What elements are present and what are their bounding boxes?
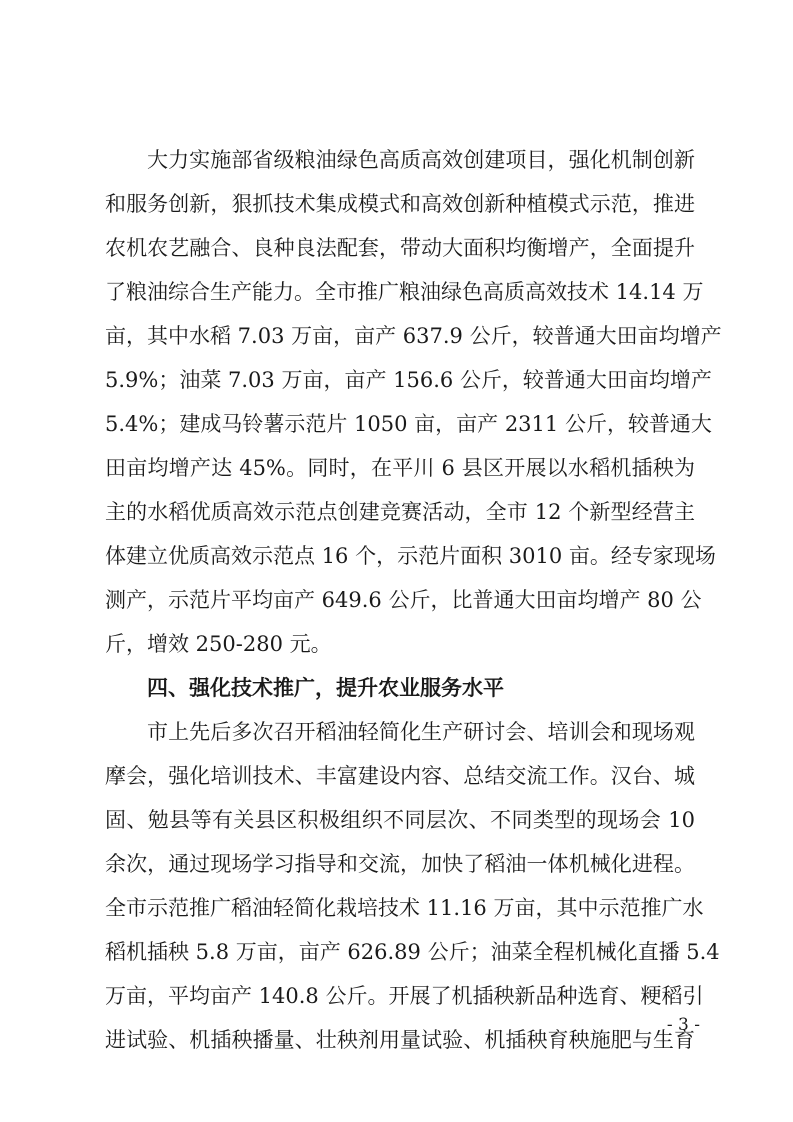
paragraph-line: 测产，示范片平均亩产 649.6 公斤，比普通大田亩均增产 80 公 — [105, 588, 702, 612]
paragraph-line: 了粮油综合生产能力。全市推广粮油绿色高质高效技术 14.14 万 — [105, 280, 704, 304]
paragraph-line: 余次，通过现场学习指导和交流，加快了稻油一体机械化进程。 — [105, 852, 695, 876]
paragraph-line: 进试验、机插秧播量、壮秧剂用量试验、机插秧育秧施肥与生育 — [105, 1028, 695, 1052]
paragraph-line: 万亩，平均亩产 140.8 公斤。开展了机插秧新品种选育、粳稻引 — [105, 984, 704, 1008]
paragraph-line: 5.4%；建成马铃薯示范片 1050 亩，亩产 2311 公斤，较普通大 — [105, 412, 712, 436]
section-heading: 四、强化技术推广，提升农业服务水平 — [147, 676, 504, 700]
page-number: - 3 - — [666, 1015, 700, 1035]
paragraph-line: 亩，其中水稻 7.03 万亩，亩产 637.9 公斤，较普通大田亩均增产 — [105, 324, 722, 348]
paragraph-line: 斤，增效 250-280 元。 — [105, 632, 332, 656]
paragraph-line: 主的水稻优质高效示范点创建竞赛活动，全市 12 个新型经营主 — [105, 500, 695, 524]
paragraph-line: 田亩均增产达 45%。同时，在平川 6 县区开展以水稻机插秧为 — [105, 456, 695, 480]
paragraph-line: 摩会，强化培训技术、丰富建设内容、总结交流工作。汉台、城 — [105, 764, 695, 788]
paragraph-line: 农机农艺融合、良种良法配套，带动大面积均衡增产，全面提升 — [105, 236, 695, 260]
paragraph-line: 5.9%；油菜 7.03 万亩，亩产 156.6 公斤，较普通大田亩均增产 — [105, 368, 712, 392]
paragraph-line: 全市示范推广稻油轻简化栽培技术 11.16 万亩，其中示范推广水 — [105, 896, 704, 920]
paragraph-line: 体建立优质高效示范点 16 个，示范片面积 3010 亩。经专家现场 — [105, 544, 716, 568]
paragraph-line: 和服务创新，狠抓技术集成模式和高效创新种植模式示范，推进 — [105, 192, 695, 216]
paragraph-line: 市上先后多次召开稻油轻简化生产研讨会、培训会和现场观 — [147, 720, 695, 744]
paragraph-line: 固、勉县等有关县区积极组织不同层次、不同类型的现场会 10 — [105, 808, 695, 832]
paragraph-line: 大力实施部省级粮油绿色高质高效创建项目，强化机制创新 — [147, 148, 695, 172]
paragraph-line: 稻机插秧 5.8 万亩，亩产 626.89 公斤；油菜全程机械化直播 5.4 — [105, 940, 720, 964]
